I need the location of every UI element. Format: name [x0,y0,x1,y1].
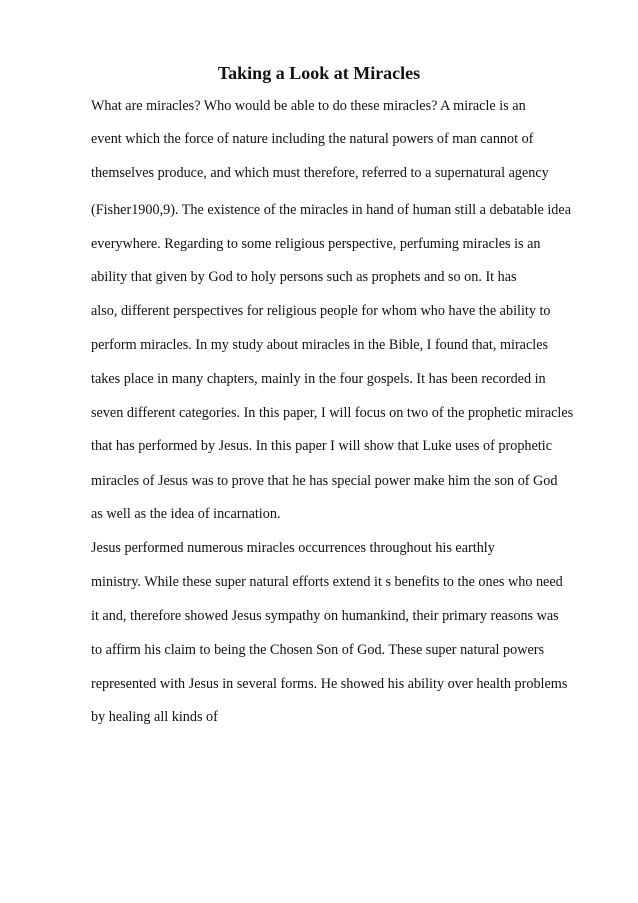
text-line: seven different categories. In this paper, I will focus on two of the prophetic miracles [91,405,574,421]
text-line: that has performed by Jesus. In this paper I will show that Luke uses of prophetic [91,438,552,454]
text-line: it and, therefore showed Jesus sympathy on humankind, their primary reasons was [91,608,559,624]
text-line: by healing all kinds of [91,709,218,725]
text-line: ministry. While these super natural efforts extend it s benefits to the ones who need [91,574,563,590]
text-line: What are miracles? Who would be able to do these miracles? A miracle is an [91,98,526,114]
document-title: Taking a Look at Miracles [217,63,421,83]
text-line: miracles of Jesus was to prove that he has special power make him the son of God [91,473,558,489]
text-line: takes place in many chapters, mainly in the four gospels. It has been recorded in [91,371,546,387]
text-line: themselves produce, and which must therefore, referred to a supernatural agency [91,165,549,181]
text-line: Jesus performed numerous miracles occurrences throughout his earthly [91,540,495,556]
text-line: represented with Jesus in several forms. He showed his ability over health problems [91,676,568,692]
text-line: to affirm his claim to being the Chosen Son of God. These super natural powers [91,642,544,658]
text-line: event which the force of nature including the natural powers of man cannot of [91,131,534,147]
text-line: also, different perspectives for religious people for whom who have the ability to [91,303,551,319]
text-line: ability that given by God to holy persons such as prophets and so on. It has [91,269,517,285]
text-line: everywhere. Regarding to some religious perspective, perfuming miracles is an [91,236,541,252]
text-line: perform miracles. In my study about miracles in the Bible, I found that, miracles [91,337,549,353]
text-line: (Fisher1900,9). The existence of the miracles in hand of human still a debatable idea [91,202,571,218]
text-line: as well as the idea of incarnation. [91,506,281,522]
